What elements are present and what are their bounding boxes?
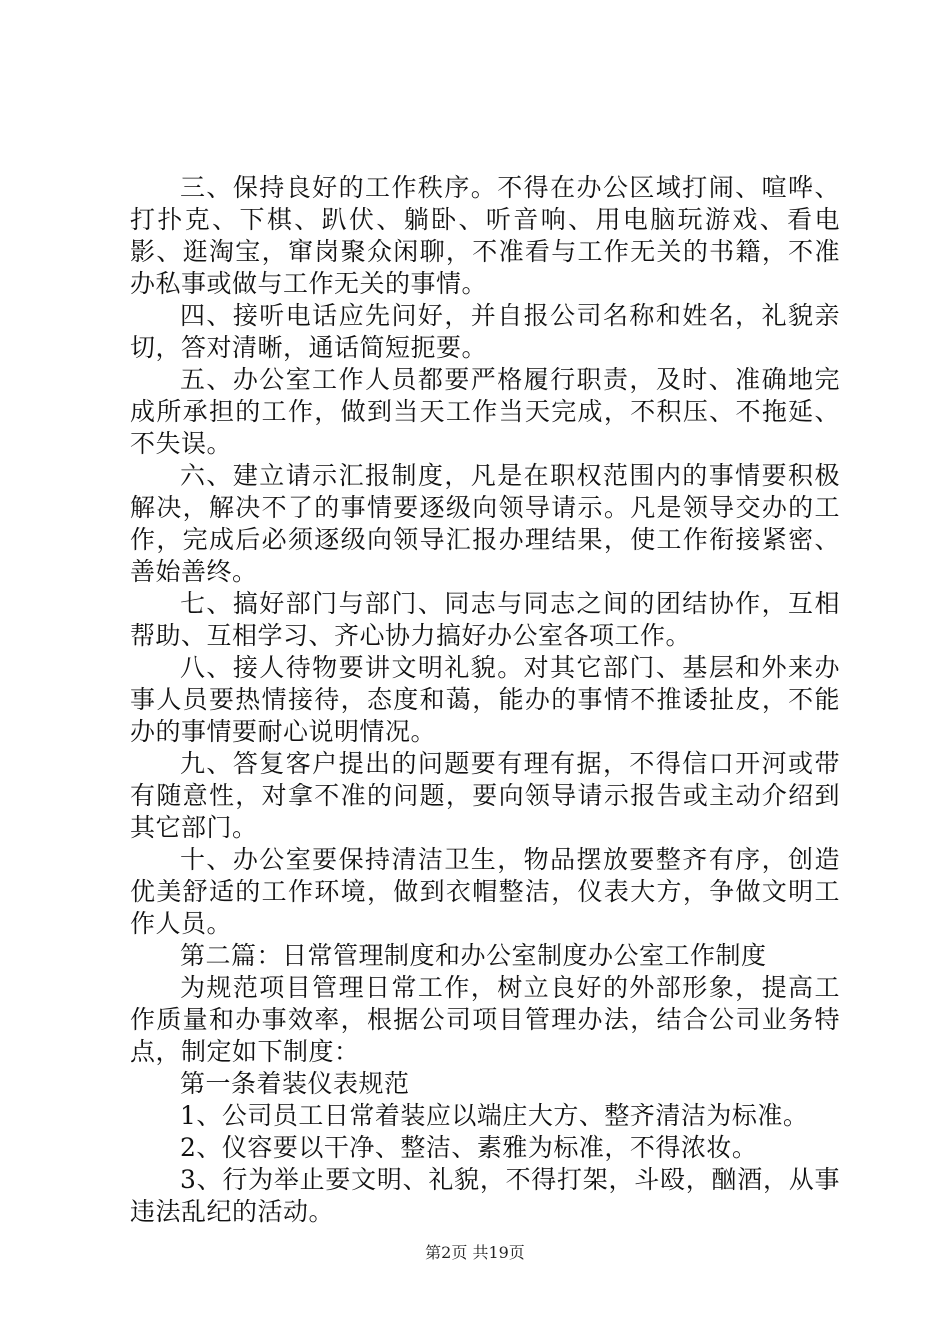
paragraph-7: 七、搞好部门与部门、同志与同志之间的团结协作，互相帮助、互相学习、齐心协力搞好办公室各项工作。 [130,589,840,650]
paragraph-4: 四、接听电话应先问好，并自报公司名称和姓名，礼貌亲切，答对清晰，通话简短扼要。 [130,301,840,362]
intro-paragraph: 为规范项目管理日常工作，树立良好的外部形象，提高工作质量和办事效率，根据公司项目管理办法，结合公司业务特点，制定如下制度： [130,973,840,1066]
paragraph-6: 六、建立请示汇报制度，凡是在职权范围内的事情要积极解决，解决不了的事情要逐级向领导请示。凡是领导交办的工作，完成后必须逐级向领导汇报办理结果，使工作衔接紧密、善始善终。 [130,461,840,586]
paragraph-3: 三、保持良好的工作秩序。不得在办公区域打闹、喧哗、打扑克、下棋、趴伏、躺卧、听音响、用电脑玩游戏、看电影、逛淘宝，窜岗聚众闲聊，不准看与工作无关的书籍，不准办私事或做与工作无关的事情。 [130,173,840,298]
document-body [130,172,840,1228]
rule-item-3: 3、行为举止要文明、礼貌，不得打架，斗殴，酗酒，从事违法乱纪的活动。 [130,1165,840,1226]
page-number-footer: 第2页 共19页 [425,1243,525,1262]
paragraph-10: 十、办公室要保持清洁卫生，物品摆放要整齐有序，创造优美舒适的工作环境，做到衣帽整洁，仪表大方，争做文明工作人员。 [130,845,840,938]
paragraph-8: 八、接人待物要讲文明礼貌。对其它部门、基层和外来办事人员要热情接待，态度和蔼，能办的事情不推诿扯皮，不能办的事情要耐心说明情况。 [130,653,840,746]
rule-item-2: 2、仪容要以干净、整洁、素雅为标准，不得浓妆。 [180,1133,758,1162]
article-heading: 第一条着装仪表规范 [180,1069,410,1098]
rule-item-1: 1、公司员工日常着装应以端庄大方、整齐清洁为标准。 [180,1101,809,1130]
section-heading: 第二篇：日常管理制度和办公室制度办公室工作制度 [180,941,767,970]
paragraph-9: 九、答复客户提出的问题要有理有据，不得信口开河或带有随意性，对拿不准的问题，要向领导请示报告或主动介绍到其它部门。 [130,749,840,842]
paragraph-5: 五、办公室工作人员都要严格履行职责，及时、准确地完成所承担的工作，做到当天工作当天完成，不积压、不拖延、不失误。 [130,365,840,458]
